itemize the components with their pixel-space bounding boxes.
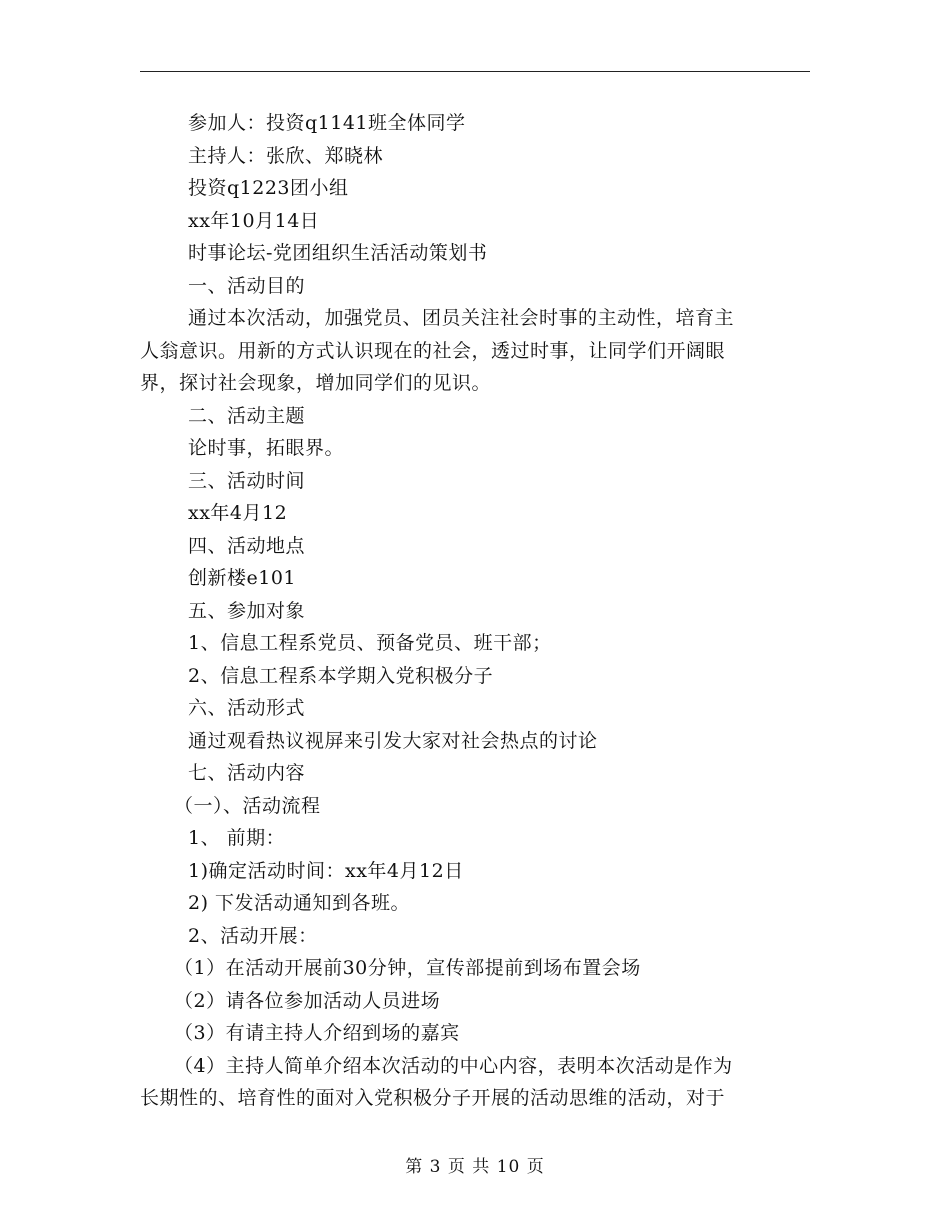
text-line: 论时事，拓眼界。 xyxy=(188,437,345,459)
text-line: 2) 下发活动通知到各班。 xyxy=(188,892,411,914)
text-line: xx年4月12 xyxy=(188,502,288,524)
text-line: 通过观看热议视屏来引发大家对社会热点的讨论 xyxy=(188,729,598,752)
text-line: 创新楼e101 xyxy=(188,567,297,589)
text-line: 七、活动内容 xyxy=(188,762,306,784)
text-line: 四、活动地点 xyxy=(188,534,306,557)
text-line: xx年10月14日 xyxy=(188,209,320,232)
header-rule xyxy=(140,71,810,72)
text-line: （3）有请主持人介绍到场的嘉宾 xyxy=(174,1022,460,1044)
text-line: 参加人：投资q1141班全体同学 xyxy=(188,112,466,134)
text-line: 界，探讨社会现象，增加同学们的见识。 xyxy=(140,372,492,394)
text-line: 时事论坛-党团组织生活活动策划书 xyxy=(188,242,488,264)
text-line: 六、活动形式 xyxy=(188,697,306,719)
text-line: 一、活动目的 xyxy=(188,274,306,297)
text-line: 1、信息工程系党员、预备党员、班干部； xyxy=(188,632,552,654)
text-line: 三、活动时间 xyxy=(188,469,306,492)
text-line: （一）、活动流程 xyxy=(174,794,321,817)
page-number: 第 3 页 共 10 页 xyxy=(405,1157,545,1177)
text-line: 1)确定活动时间：xx年4月12日 xyxy=(188,859,464,882)
text-line: （4）主持人简单介绍本次活动的中心内容，表明本次活动是作为 xyxy=(174,1054,733,1077)
text-line: （2）请各位参加活动人员进场 xyxy=(174,989,441,1012)
text-line: 投资q1223团小组 xyxy=(188,177,349,199)
text-line: 1、 前期： xyxy=(188,827,286,849)
text-line: 通过本次活动，加强党员、团员关注社会时事的主动性，培育主 xyxy=(188,307,735,329)
text-line: 主持人：张欣、郑晓林 xyxy=(188,144,384,167)
text-line: 二、活动主题 xyxy=(188,404,306,427)
text-line: 2、活动开展： xyxy=(188,924,318,947)
document-body xyxy=(140,107,810,1115)
text-line: 长期性的、培育性的面对入党积极分子开展的活动思维的活动，对于 xyxy=(140,1087,726,1109)
text-line: （1）在活动开展前30分钟，宣传部提前到场布置会场 xyxy=(174,957,641,979)
text-line: 人翁意识。用新的方式认识现在的社会，透过时事，让同学们开阔眼 xyxy=(140,339,726,362)
text-line: 2、信息工程系本学期入党积极分子 xyxy=(188,664,494,687)
text-line: 五、参加对象 xyxy=(188,599,306,622)
